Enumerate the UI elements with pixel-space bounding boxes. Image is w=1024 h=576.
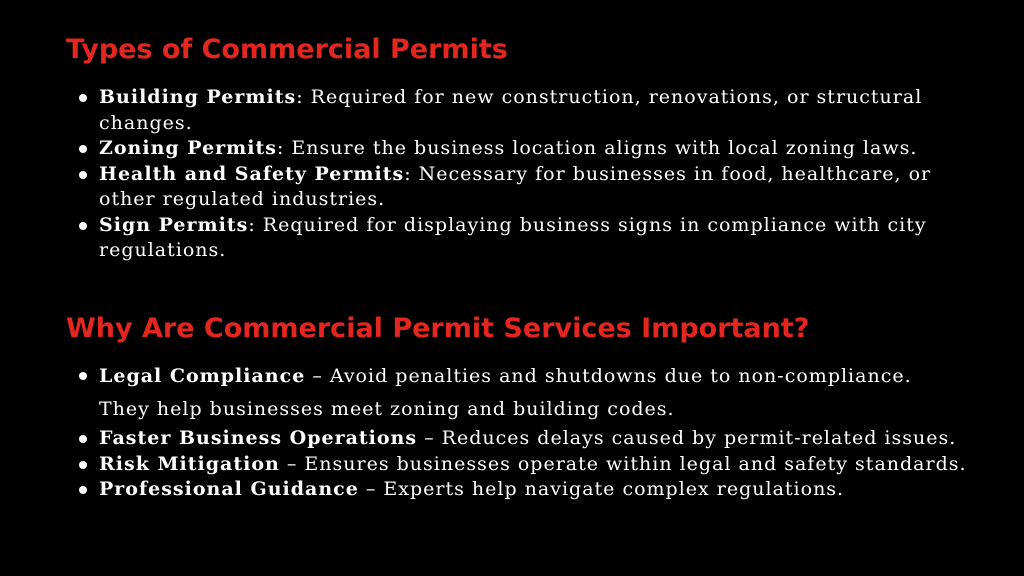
item-term: Health and Safety Permits xyxy=(99,162,405,185)
item-term: Professional Guidance xyxy=(99,478,359,500)
item-description: Required for displaying business signs in compliance with city regulations. xyxy=(99,213,927,261)
list-item xyxy=(79,360,969,426)
bullet-icon xyxy=(79,222,87,230)
item-term: Zoning Permits xyxy=(99,137,277,159)
bullet-icon xyxy=(79,486,87,494)
list-item xyxy=(79,85,969,136)
item-description: Experts help navigate complex regulations. xyxy=(383,478,845,500)
item-term: Faster Business Operations xyxy=(99,427,418,449)
list-item xyxy=(79,162,969,213)
bullet-icon xyxy=(79,145,87,153)
item-separator: – xyxy=(279,452,305,475)
item-description: Avoid penalties and shutdowns due to non-compliance. They help businesses meet zoning and building codes. xyxy=(99,365,912,420)
item-description: Ensure the business location aligns with local zoning laws. xyxy=(291,137,918,159)
item-description: Required for new construction, renovations, or structural changes. xyxy=(99,86,923,134)
item-separator: : xyxy=(404,162,419,185)
bullet-icon xyxy=(79,461,87,469)
section-heading-types: Types of Commercial Permits xyxy=(66,34,508,65)
item-separator: : xyxy=(276,137,292,159)
item-separator: – xyxy=(305,365,330,387)
item-term: Legal Compliance xyxy=(99,365,306,387)
bullet-icon xyxy=(79,372,87,380)
permit-types-list xyxy=(79,85,969,264)
list-item xyxy=(79,477,969,503)
item-term: Risk Mitigation xyxy=(99,452,280,475)
bullet-icon xyxy=(79,171,87,179)
item-term: Building Permits xyxy=(99,86,297,108)
item-separator: : xyxy=(296,86,311,108)
list-item xyxy=(79,452,969,478)
section-heading-importance: Why Are Commercial Permit Services Important? xyxy=(66,313,810,344)
bullet-icon xyxy=(79,94,87,102)
item-separator: – xyxy=(417,427,442,449)
item-description: Reduces delays caused by permit-related issues. xyxy=(441,427,957,449)
list-item xyxy=(79,213,969,264)
item-description: Ensures businesses operate within legal and safety standards. xyxy=(304,452,967,475)
item-description: Necessary for businesses in food, healthcare, or other regulated industries. xyxy=(99,162,932,210)
bullet-icon xyxy=(79,435,87,443)
item-term: Sign Permits xyxy=(99,213,249,236)
list-item xyxy=(79,426,969,452)
item-separator: : xyxy=(248,213,263,236)
item-separator: – xyxy=(358,478,384,500)
list-item xyxy=(79,136,969,162)
importance-list xyxy=(79,360,969,503)
